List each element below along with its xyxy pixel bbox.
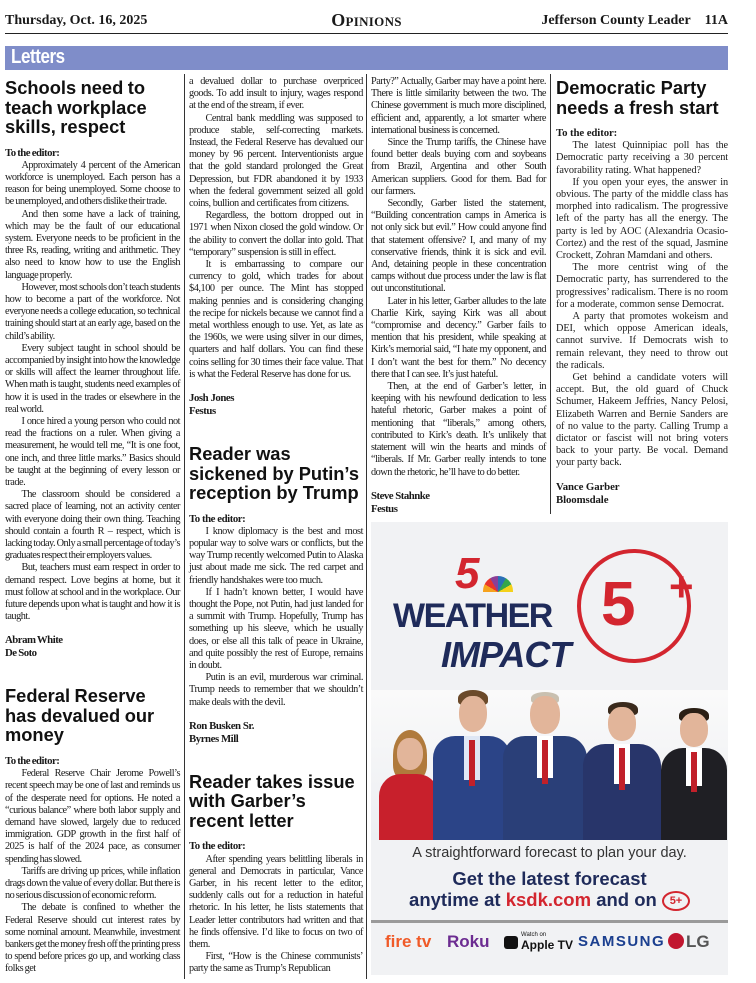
apple-tv-icon [504,936,518,949]
logo-impact-text: IMPACT [441,634,571,675]
weather-team-photo [371,690,728,840]
ksdk-5-logo: 5 [455,549,480,598]
letter-headline: Reader takes issue with Garber’s recent letter [189,770,355,831]
letter-paragraph: But, teachers must earn respect in order to demand respect. Love begins at home, but it must follow at school and in the workplace. Our future depends upon what is taught and how it is taught. [5,562,180,623]
author-name: Ron Busken Sr. [189,719,255,732]
ad-divider [371,920,728,923]
letter-paragraph: If I hadn’t known better, I would have thought the Pope, not Putin, had just landed for a summit with Trump. Hopefully, Trump has something up his sleeve, which he usually does, or else all this talk of peace in Ukraine, and quite possibly the rest of Europe, remains in doubt. [189,586,363,672]
letters-banner [5,46,728,70]
author-name: Vance Garber [556,480,620,493]
person-figure [433,690,511,840]
5plus-number: 5 [601,570,636,639]
letter-signature [189,392,363,418]
letter-paragraph: Secondly, Garber listed the statement, “Building concentration camps in America is not only sick but evil.” How could anyone find that statement offensive? I, and many of my conservative friends, think it is sick and evil. And, detaining people in these concentration camps without due process under the law is flat out unconstitutional. [371,198,546,295]
section-title: Opinions [331,10,402,30]
letter-paragraph: Federal Reserve Chair Jerome Powell’s recent speech may be one of last and reminds us of the desperate need for options. He noted a “curious balance” where both labor supply and demand have slowed, largely due to reduced immigration. GDP growth in the first half of 2025 is half of the 2024 pace, as consumer spending has slowed. [5,768,180,865]
letter-paragraph: Every subject taught in school should be accompanied by insight into how the knowledge or skills will affect the learner throughout life. When math is taught, students need examples of how it is used in the trades or elsewhere in the real world. [5,342,180,415]
letter-paragraph: First, “How is the Chinese communists’ party the same as Trump’s Republican [189,951,363,975]
column-4 [556,76,728,507]
apple-tv-label: Apple TV [521,938,574,952]
letter-salutation: To the editor: [189,840,246,853]
column-divider [550,74,551,514]
letter-paragraph: Later in his letter, Garber alludes to the late Charlie Kirk, saying Kirk was all about “compromise and decency.” Garber fails to mention that his president, while speaking at Kirk’s memorial said, “I hate my opponent, and I don’t want the best for them.” No decency there that I can see. It’s just hateful. [371,295,546,380]
letter-paragraph: And then some have a lack of training, which may be the fault of our educational system. Everyone needs to be proficient in the three Rs, reading, writing and arithmetic. They also need to know how to use the English language properly. [5,208,180,281]
5plus-badge-icon: 5+ [662,891,690,911]
letter-paragraph: Since the Trump tariffs, the Chinese have found better deals buying corn and soybeans from Brazil, Argentina and other South American suppliers. Good for them. Bad for our farmers. [371,137,546,197]
streaming-platforms [371,932,728,962]
nbc-peacock-icon [483,576,513,592]
lg-label: LG [686,932,710,951]
letter-paragraph: The classroom should be considered a sacred place of learning, not an activity center with everyone doing their own thing. Teaching should contain a fourth R – respect, which is lacking today. Only a small percentage of today’s graduates respect their employers values. [5,489,180,562]
letter-paragraph: If you open your eyes, the answer in obvious. The party of the middle class has morphed into radicalism. The progressive left of the party has all the energy. The party is led by AOC (Alexandria Ocasio-Cortez) and the rest of the squad, Jasmine Crockett, Zohran Mamdani and others. [556,176,728,262]
author-town: Byrnes Mill [189,732,239,745]
letter-paragraph: a devalued dollar to purchase overpriced goods. To add insult to injury, wages respond at the end of the stream, if ever. [189,76,363,112]
author-town: De Soto [5,647,37,660]
ad-call-to-action [371,868,728,911]
letter-paragraph: After spending years belittling liberals in general and Democrats in particular, Vance Garber, in his recent letter to the editor, suddenly calls out for a reduction in hateful rhetoric. In his letter, he lists statements that Leader letter contributors had written and that he finds offensive. I’d like to focus on two of them. [189,853,363,950]
letter-paragraph: Get behind a candidate voters will accept. But, the old guard of Chuck Schumer, Hakeem Jeffries, Nancy Pelosi, Elizabeth Warren and Bernie Sanders are of no value to the party. Calling Trump a dictator or fascist will not bring voters back to your party. Be vocal. Demand your party back. [556,372,728,469]
letter-salutation: To the editor: [189,512,246,525]
author-town: Festus [189,405,216,418]
publication-name: Jefferson County Leader [541,13,691,28]
letter-paragraph: The latest Quinnipiac poll has the Democratic party receiving a 30 percent favorability rating. What happened? [556,140,728,176]
column-1 [5,76,180,976]
letter-salutation: To the editor: [5,146,60,159]
5plus-plus: + [669,563,694,610]
ad-tagline: A straightforward forecast to plan your day. [412,845,687,861]
letter-salutation: To the editor: [556,127,618,139]
page-number: 11A [704,13,728,28]
person-figure [583,702,661,840]
letter-headline: Federal Reserve has devalued our money [5,685,155,746]
letter-paragraph: Central bank meddling was supposed to produce stable, self-correcting markets. Instead, the Federal Reserve has devalued our money by 96 percent. Interventionists argue that the gold standard prolonged the Great Depression, but FDR abandoned it by 1933 when the federal government seized all gold coins, bullion and certificates from citizens. [189,112,363,210]
banner-label: Letters [11,46,65,68]
letter-paragraph: Putin is an evil, murderous war criminal. Trump needs to remember that we shouldn’t make deals with the devil. [189,672,363,708]
lg-face-icon [668,933,684,949]
letter-paragraph: A party that promotes wokeism and DEI, which oppose American ideals, cannot survive. If Democrats wish to remain relevant, they need to throw out the radicals. [556,311,728,371]
letter-paragraph: I know diplomacy is the best and most popular way to solve wars or conflicts, but the way Trump recently welcomed Putin to Alaska just about made me sick. The red carpet and friendly handshakes were too much. [189,525,363,586]
letter-signature [371,490,546,516]
lg-logo [668,932,710,952]
cta-line-1: Get the latest forecast [452,868,647,889]
author-town: Bloomsdale [556,493,609,506]
letter-signature [5,634,180,660]
author-town: Festus [371,502,398,515]
author-name: Abram White [5,634,63,647]
author-name: Josh Jones [189,392,234,405]
apple-tv-logo [504,932,573,952]
person-figure [379,730,439,840]
column-2 [189,76,363,976]
author-name: Steve Stahnke [371,489,430,502]
page-header [5,10,728,34]
letter-paragraph: Party?” Actually, Garber may have a point here. There is little similarity between the two. The Chinese government is much more disciplined, efficient and, apparently, a lot smarter where international business is concerned. [371,76,546,136]
issue-date: Thursday, Oct. 16, 2025 [5,13,148,28]
letter-signature [189,720,363,746]
letter-signature [556,481,728,507]
letter-paragraph: The more centrist wing of the Democratic party, has surrendered to the progressives’ radicalism. There is no room for a moderate, common sense Democrat. [556,262,728,310]
letter-paragraph: I once hired a young person who could not read the fractions on a ruler. When giving a measurement, he would tell me, “It is one foot, one inch, and three little marks.” Basics should be taught at the beginning of every lesson or trade. [5,415,180,488]
letter-headline: Reader was sickened by Putin’s reception by Trump [189,443,360,504]
letter-salutation: To the editor: [5,754,60,767]
ksdk-link[interactable]: ksdk.com [505,889,592,910]
publication-info [541,13,728,29]
roku-logo: Roku [447,932,490,951]
letter-paragraph: Tariffs are driving up prices, while inflation drags down the value of every dollar. But there is no serious discussion of economic reform. [5,865,180,902]
samsung-logo: SAMSUNG [578,933,666,950]
person-figure [503,692,587,840]
cta-line-2-pre: anytime at [409,889,501,910]
letter-paragraph: However, most schools don’t teach students how to become a part of the workforce. Not everyone needs a college education, so technical training should start at an early age, based on the child’s ability. [5,281,180,342]
letter-paragraph: Then, at the end of Garber’s letter, in keeping with his newfound dedication to less hateful rhetoric, Garber makes a point of mentioning that “liberals,” among others, contributed to Kirk’s death. It’s unlikely that statement will win the hearts and minds of “liberals. If Mr. Garber really intends to tone down the rhetoric, he’ll have to do better. [371,381,546,478]
cta-line-2-post: and on [596,889,657,910]
letter-headline: Democratic Party needs a fresh start [556,77,719,118]
logo-weather-text: WEATHER [393,597,552,635]
weather-impact-advertisement[interactable] [371,522,728,975]
watch-on-label: Watch on [521,932,547,938]
letter-paragraph: The debate is confined to whether the Federal Reserve should cut interest rates by some nominal amount. Meanwhile, investment bankers get the money fresh off the printing press to spend before prices go up, and working class folks get [5,902,180,975]
column-3 [371,76,546,516]
fire-tv-logo: fire tv [385,932,432,951]
person-figure [661,708,727,840]
letter-paragraph: Approximately 4 percent of the American workforce is unemployed. Each person has a reason for being unemployed. Some choose to be unemployed, and others dislike their trade. [5,159,180,208]
letter-paragraph: Regardless, the bottom dropped out in 1971 when Nixon closed the gold window. Or the ability to convert the dollar into gold. That “temporary” suspension is still in effect. [189,210,363,258]
letter-headline: Schools need to teach workplace skills, respect [5,77,147,137]
column-divider [184,74,185,979]
column-divider [366,74,367,979]
letter-paragraph: It is embarrassing to compare our currency to gold, which trades for about $4,100 per ounce. The Mint has stopped making pennies and is considering changing the recipe for nickels because we cannot find a metal worthless enough to use. Yet, as late as the 1960s, we were using silver in our dimes, quarters and half dollars. You can find these coins selling for 30 times their face value. That is what the Federal Reserve has done for us. [189,259,363,380]
